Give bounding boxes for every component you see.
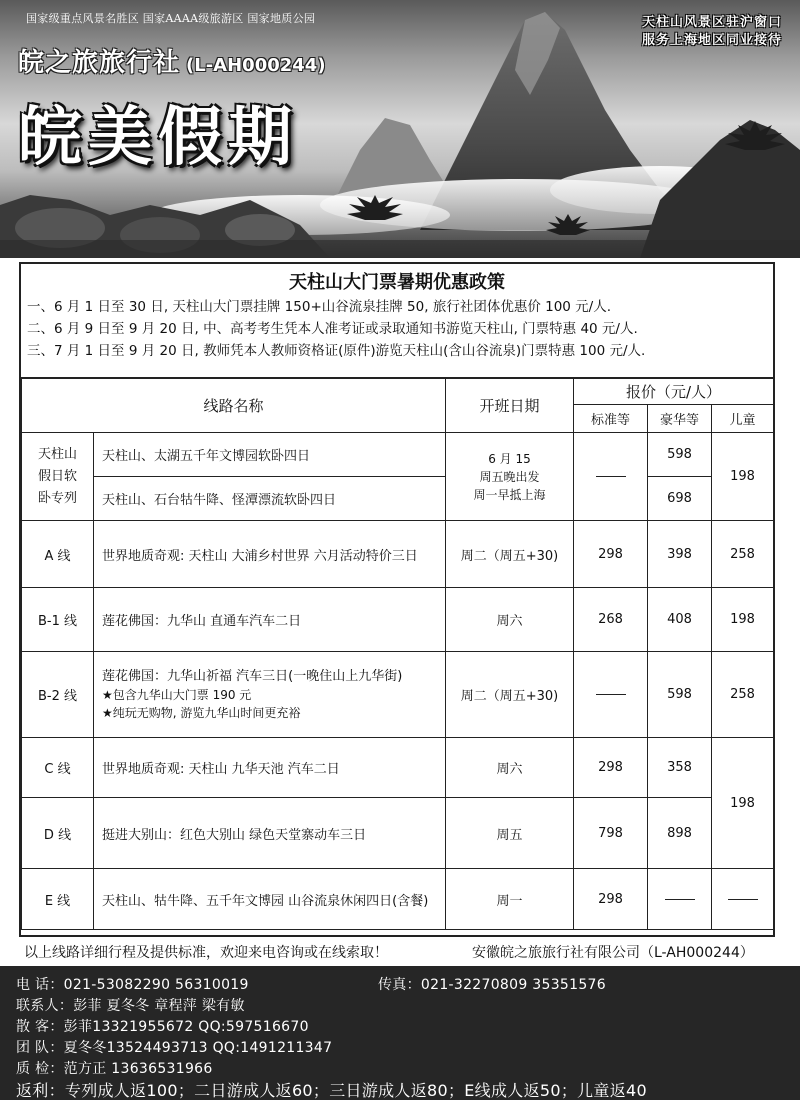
group-date-cell xyxy=(446,433,574,521)
child-price: 258 xyxy=(712,521,774,588)
window-line-1: 天柱山风景区驻沪窗口 xyxy=(641,15,782,30)
slogan-title: 皖美假期 xyxy=(18,101,298,175)
line-code: B-2 线 xyxy=(22,652,94,738)
group-name: 天柱山假日软卧专列 xyxy=(37,446,77,506)
group-date-line-1: 6 月 15 xyxy=(488,451,531,466)
route-note-2: ★纯玩无购物, 游览九华山时间更充裕 xyxy=(102,705,301,720)
contact-panel xyxy=(0,966,800,1100)
child-price-none xyxy=(712,869,774,930)
table-row xyxy=(22,652,774,738)
table-row xyxy=(22,588,774,652)
start-date: 周五 xyxy=(446,798,574,869)
header-banner xyxy=(0,0,800,258)
company-name: 安徽皖之旅旅行社有限公司（L-AH000244） xyxy=(472,945,754,961)
agency-title: 皖之旅旅行社 xyxy=(18,48,181,78)
child-price: 258 xyxy=(712,652,774,738)
header-child: 儿童 xyxy=(712,405,774,433)
start-date: 周一 xyxy=(446,869,574,930)
route-cell xyxy=(94,652,446,738)
contact-person-line: 联系人：彭菲 夏冬冬 章程萍 梁有敏 xyxy=(16,998,245,1014)
fax-line: 传真：021-32270809 35351576 xyxy=(378,977,606,993)
table-row xyxy=(22,433,774,477)
footnote-line xyxy=(24,942,784,962)
standard-price: 298 xyxy=(574,738,648,798)
empty-dash xyxy=(596,476,626,477)
footnote-text: 以上线路详细行程及提供标准，欢迎来电咨询或在线索取！ xyxy=(24,945,388,961)
route-note-1: ★包含九华山大门票 190 元 xyxy=(102,687,252,702)
route-name: 挺进大别山：红色大别山 绿色天堂寨动车三日 xyxy=(94,798,446,869)
header-price: 报价（元/人） xyxy=(574,379,774,405)
route-name: 天柱山、太湖五千年文博园软卧四日 xyxy=(94,433,446,477)
child-price: 198 xyxy=(712,588,774,652)
table-row xyxy=(22,738,774,798)
deluxe-price: 358 xyxy=(648,738,712,798)
child-price: 198 xyxy=(712,738,774,869)
empty-dash xyxy=(596,694,626,695)
deluxe-price: 408 xyxy=(648,588,712,652)
routes-table xyxy=(21,378,774,930)
table-row xyxy=(22,521,774,588)
standard-price: 798 xyxy=(574,798,648,869)
policy-line-3: 三、7 月 1 日至 9 月 20 日, 教师凭本人教师资格证(原件)游览天柱山(含山谷流泉)门票特惠 100 元/人. xyxy=(27,343,646,359)
phone-line: 电 话：021-53082290 56310019 xyxy=(16,977,249,993)
agency-name xyxy=(18,42,326,79)
group-name-cell xyxy=(22,433,94,521)
individual-line: 散 客：彭菲13321955672 QQ:597516670 xyxy=(16,1019,309,1035)
standard-price: 298 xyxy=(574,521,648,588)
standard-price-none xyxy=(574,652,648,738)
policy-line-1: 一、6 月 1 日至 30 日, 天柱山大门票挂牌 150+山谷流泉挂牌 50, 旅行社团体优惠价 100 元/人. xyxy=(27,299,612,315)
window-line-2: 服务上海地区同业接待 xyxy=(641,33,782,48)
start-date: 周二（周五+30) xyxy=(446,652,574,738)
header-route: 线路名称 xyxy=(22,379,446,433)
ticket-policy-section xyxy=(21,264,773,378)
service-window-text xyxy=(642,14,782,50)
table-row xyxy=(22,798,774,869)
header-deluxe: 豪华等 xyxy=(648,405,712,433)
deluxe-price: 698 xyxy=(648,477,712,521)
route-name: 天柱山、牯牛降、五千年文博园 山谷流泉休闲四日(含餐) xyxy=(94,869,446,930)
empty-dash xyxy=(728,899,758,900)
route-name: 天柱山、石台牯牛降、怪潭漂流软卧四日 xyxy=(94,477,446,521)
route-name: 莲花佛国：九华山 直通车汽车二日 xyxy=(94,588,446,652)
line-code: E 线 xyxy=(22,869,94,930)
route-name: 世界地质奇观: 天柱山 大浦乡村世界 六月活动特价三日 xyxy=(94,521,446,588)
deluxe-price: 598 xyxy=(648,652,712,738)
deluxe-price: 898 xyxy=(648,798,712,869)
start-date: 周六 xyxy=(446,588,574,652)
group-date-line-2: 周五晚出发 xyxy=(479,469,540,484)
start-date: 周二（周五+30) xyxy=(446,521,574,588)
scenic-area-designations: 国家级重点风景名胜区 国家AAAA级旅游区 国家地质公园 xyxy=(26,12,316,25)
agency-license: (L-AH000244) xyxy=(186,55,326,76)
standard-price-none xyxy=(574,433,648,521)
empty-dash xyxy=(665,899,695,900)
policy-line-2: 二、6 月 9 日至 9 月 20 日, 中、高考考生凭本人准考证或录取通知书游览天柱山, 门票特惠 40 元/人. xyxy=(27,321,638,337)
standard-price: 298 xyxy=(574,869,648,930)
deluxe-price-none xyxy=(648,869,712,930)
group-date-line-3: 周一早抵上海 xyxy=(473,487,546,502)
route-name: 莲花佛国：九华山祈福 汽车三日(一晚住山上九华街) xyxy=(102,668,403,684)
header-date: 开班日期 xyxy=(446,379,574,433)
line-code: C 线 xyxy=(22,738,94,798)
deluxe-price: 398 xyxy=(648,521,712,588)
line-code: B-1 线 xyxy=(22,588,94,652)
header-standard: 标准等 xyxy=(574,405,648,433)
table-header-row xyxy=(22,379,774,405)
deluxe-price: 598 xyxy=(648,433,712,477)
standard-price: 268 xyxy=(574,588,648,652)
quality-line: 质 检：范方正 13636531966 xyxy=(16,1061,213,1077)
rebate-line: 返利：专列成人返100；二日游成人返60；三日游成人返80；E线成人返50；儿童返40 xyxy=(16,1081,647,1100)
line-code: D 线 xyxy=(22,798,94,869)
table-row xyxy=(22,477,774,521)
table-row xyxy=(22,869,774,930)
child-price: 198 xyxy=(712,433,774,521)
start-date: 周六 xyxy=(446,738,574,798)
group-line: 团 队：夏冬冬13524493713 QQ:1491211347 xyxy=(16,1040,333,1056)
route-name: 世界地质奇观: 天柱山 九华天池 汽车二日 xyxy=(94,738,446,798)
policy-title: 天柱山大门票暑期优惠政策 xyxy=(289,272,505,293)
line-code: A 线 xyxy=(22,521,94,588)
price-sheet xyxy=(19,262,775,937)
